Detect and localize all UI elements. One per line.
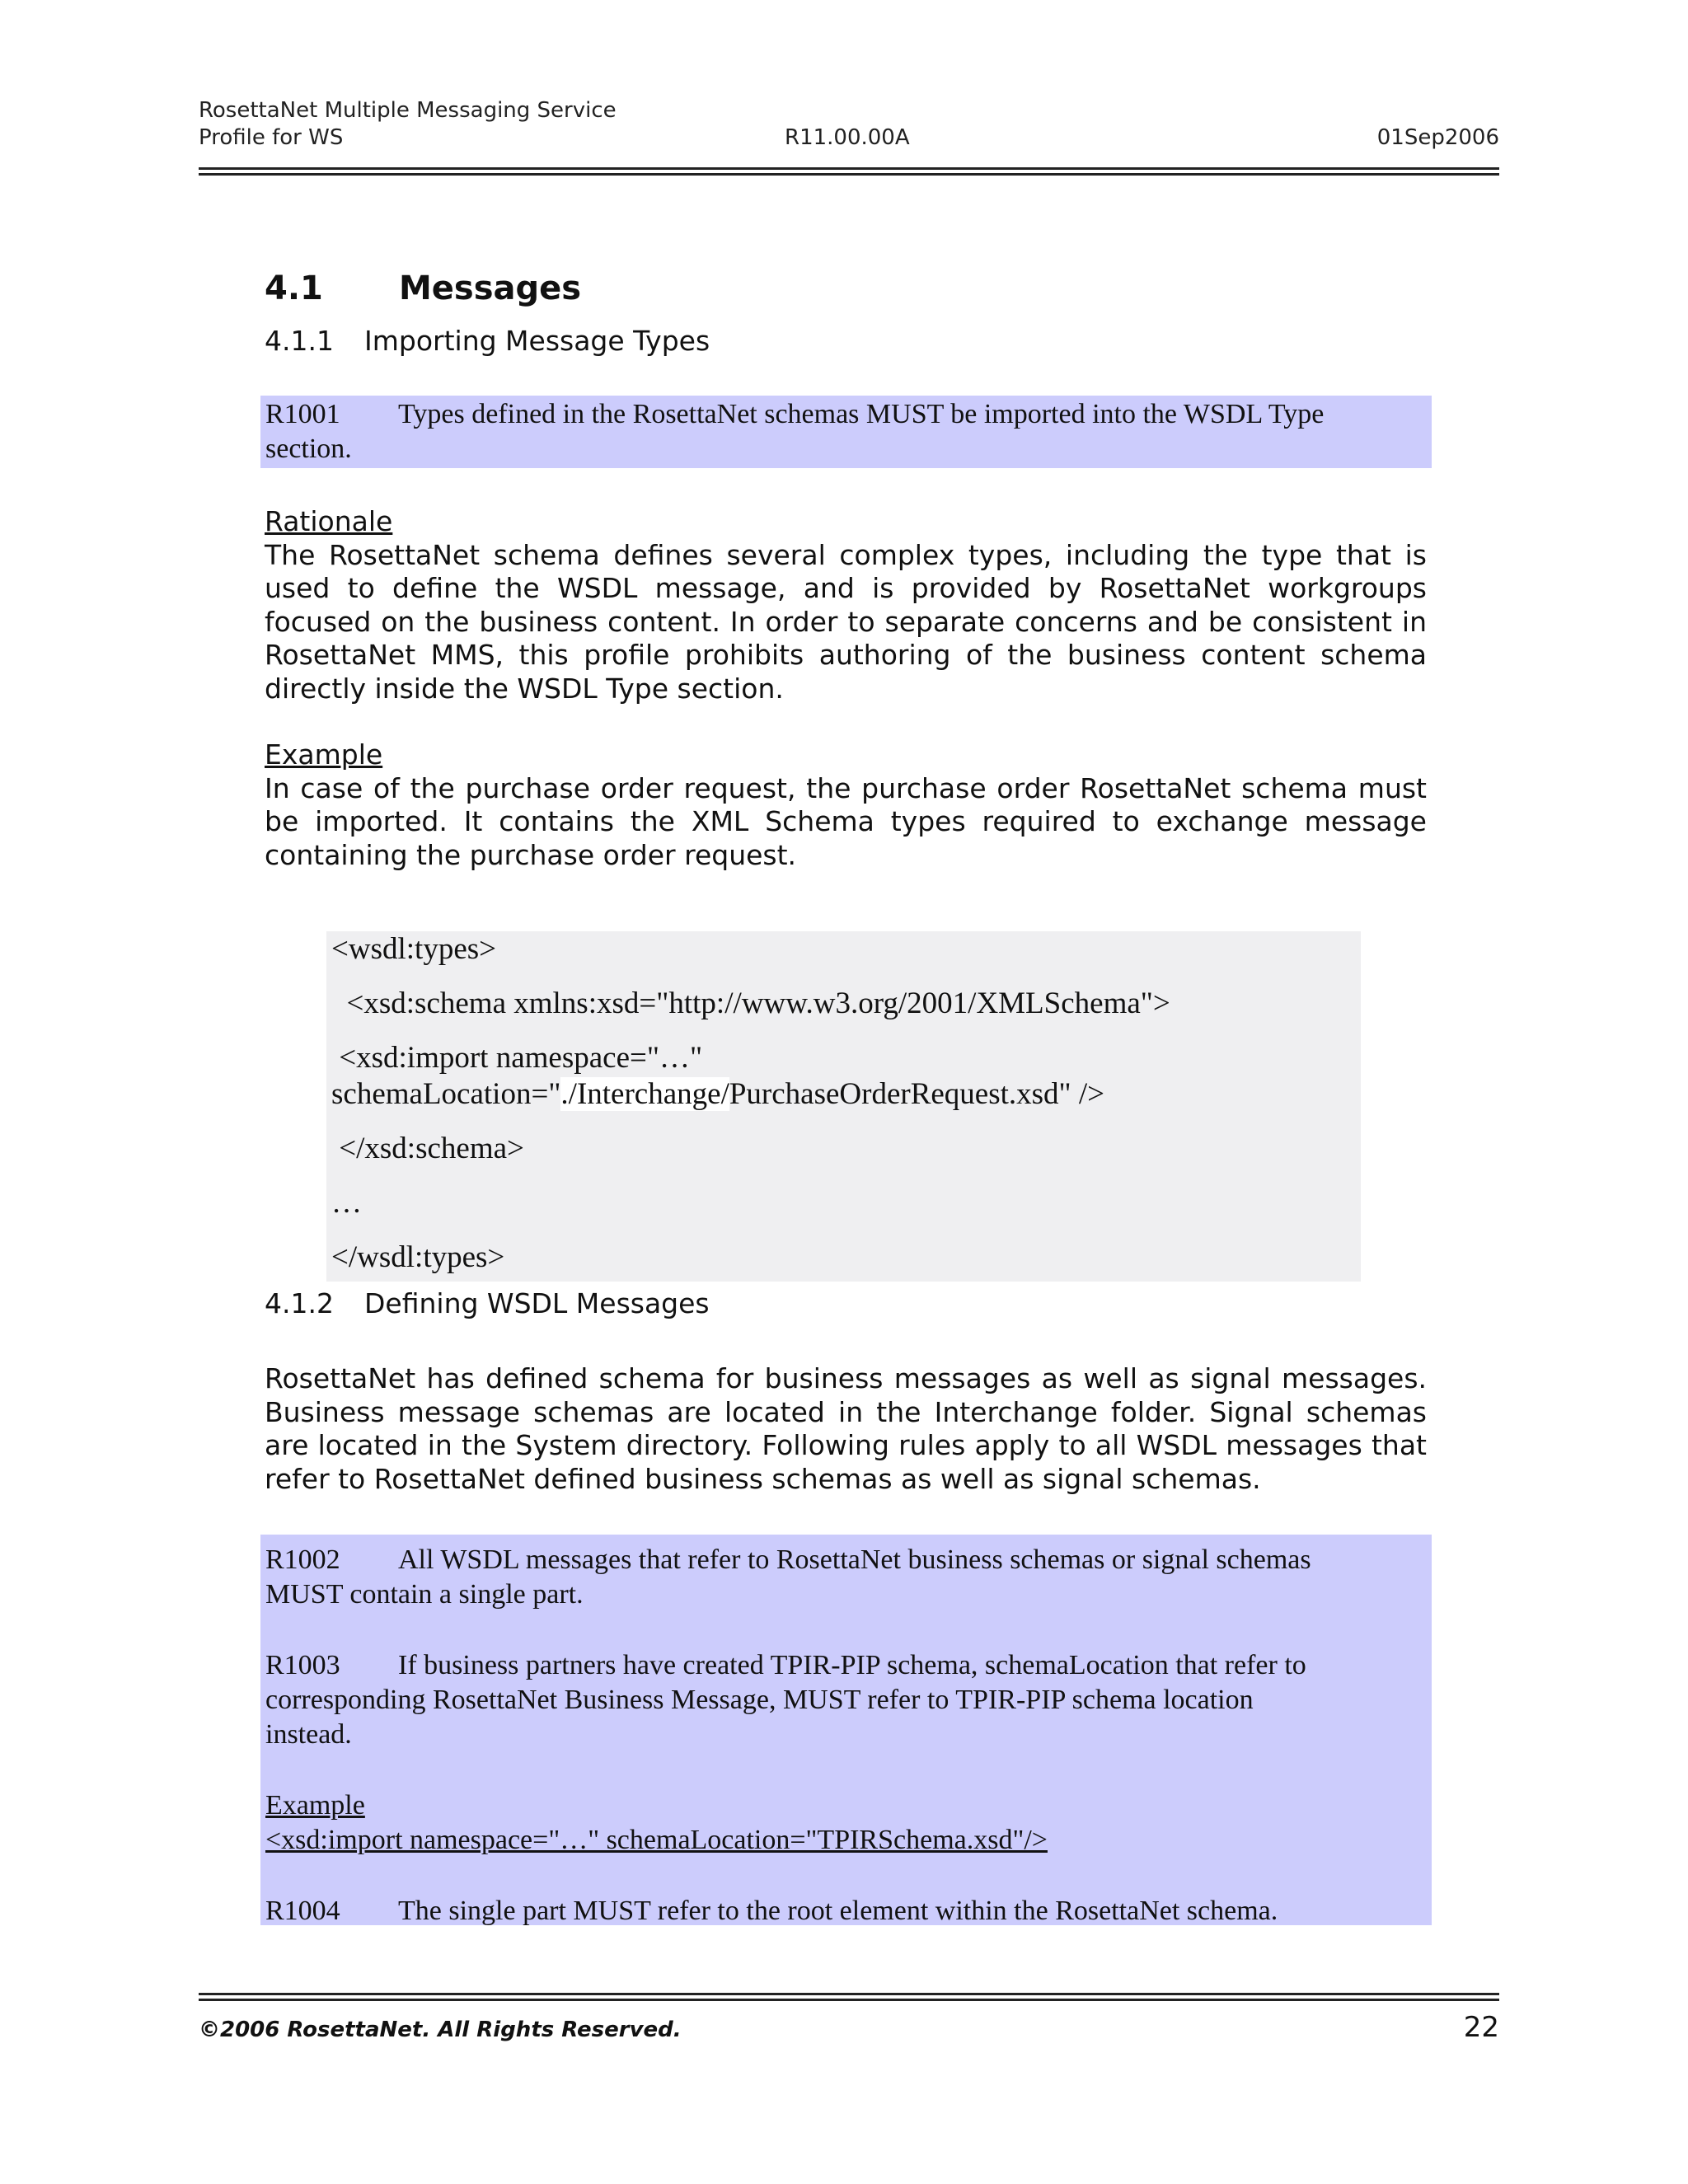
header-document-title: RosettaNet Multiple Messaging Service xyxy=(199,98,617,123)
code-line: </xsd:schema> xyxy=(331,1132,524,1165)
rules-box xyxy=(260,1535,1432,1925)
rule-r1003-line3: instead. xyxy=(265,1719,352,1750)
code-line xyxy=(331,1076,1104,1113)
rules-example-code: <xsd:import namespace="…" schemaLocation="TPIRSchema.xsd"/> xyxy=(265,1825,1048,1855)
code-line: … xyxy=(331,1186,362,1220)
code-fragment-highlight: ./Interchange/ xyxy=(560,1077,729,1111)
rule-text: If business partners have created TPIR-PIP schema, schemaLocation that refer to xyxy=(398,1650,1306,1680)
page-number: 22 xyxy=(1463,2011,1499,2044)
section-number: 4.1 xyxy=(265,269,323,307)
rationale-text: The RosettaNet schema defines several complex types, including the type that is used to define the WSDL message, and is provided by RosettaNet workgroups focused on the business content. In order to separate concerns and be consistent in RosettaNet MMS, this profile prohibits authoring of the business content schema directly inside the WSDL Type section. xyxy=(265,538,1427,705)
rule-r1004-line xyxy=(265,1894,1427,1929)
subsection-number: 4.1.1 xyxy=(265,325,334,357)
header-date: 01Sep2006 xyxy=(1376,125,1499,150)
subsection-title: Importing Message Types xyxy=(364,325,710,357)
rule-text: The single part MUST refer to the root element within the RosettaNet schema. xyxy=(398,1896,1278,1926)
rule-r1003-line2: corresponding RosettaNet Business Message, MUST refer to TPIR-PIP schema location xyxy=(265,1685,1254,1715)
defining-paragraph xyxy=(265,1362,1427,1496)
subsection-heading-importing xyxy=(265,324,710,359)
code-fragment: schemaLocation=" xyxy=(331,1077,561,1111)
rule-r1003-line1 xyxy=(265,1648,1427,1683)
subsection-heading-defining xyxy=(265,1286,710,1321)
spacer xyxy=(265,1858,1427,1894)
subsection-title: Defining WSDL Messages xyxy=(364,1287,710,1319)
rule-r1001-line1 xyxy=(265,397,1427,432)
example-text: In case of the purchase order request, the purchase order RosettaNet schema must be imported. It contains the XML Schema types required to exchange message containing the purchase order request. xyxy=(265,771,1427,871)
rule-id: R1001 xyxy=(265,399,340,429)
rationale-paragraph xyxy=(265,505,1427,705)
rules-example-label: Example xyxy=(265,1790,365,1821)
section-title: Messages xyxy=(399,269,582,307)
code-line: <xsd:schema xmlns:xsd="http://www.w3.org/2001/XMLSchema"> xyxy=(331,987,1170,1020)
subsection-number: 4.1.2 xyxy=(265,1287,334,1319)
rationale-label: Rationale xyxy=(265,505,393,537)
code-line: <wsdl:types> xyxy=(331,932,497,966)
defining-text: RosettaNet has defined schema for business messages as well as signal messages. Business message schemas are located in the Interchange folder. Signal schemas are located in the System directory. Following rules apply to all WSDL messages that refer to RosettaNet defined business schemas as well as signal schemas. xyxy=(265,1362,1427,1495)
rule-id: R1002 xyxy=(265,1544,340,1575)
header-document-subtitle: Profile for WS xyxy=(199,125,344,150)
code-block-wsdl-types xyxy=(326,931,1361,1282)
spacer xyxy=(265,1612,1427,1648)
footer-copyright: ©2006 RosettaNet. All Rights Reserved. xyxy=(199,2018,682,2042)
header-version: R11.00.00A xyxy=(785,125,910,150)
spacer xyxy=(265,1752,1427,1788)
rule-r1002-line1 xyxy=(265,1543,1427,1577)
rule-id: R1003 xyxy=(265,1650,340,1680)
code-fragment: PurchaseOrderRequest.xsd" /> xyxy=(729,1077,1105,1111)
code-line: </wsdl:types> xyxy=(331,1240,505,1274)
rule-r1001-box xyxy=(260,396,1432,468)
section-heading xyxy=(265,268,581,309)
code-line: <xsd:import namespace="…" xyxy=(331,1041,703,1075)
rule-r1002-line2: MUST contain a single part. xyxy=(265,1579,584,1610)
header-divider xyxy=(199,167,1499,176)
example-paragraph xyxy=(265,738,1427,872)
rule-text: All WSDL messages that refer to RosettaNet business schemas or signal schemas xyxy=(398,1544,1311,1575)
example-label: Example xyxy=(265,738,383,771)
page-header xyxy=(199,97,1499,152)
footer-divider xyxy=(199,1993,1499,2001)
rule-id: R1004 xyxy=(265,1896,340,1926)
header-row xyxy=(199,124,1499,152)
rule-text: Types defined in the RosettaNet schemas MUST be imported into the WSDL Type xyxy=(398,399,1325,429)
rule-r1001-line2: section. xyxy=(265,434,352,464)
